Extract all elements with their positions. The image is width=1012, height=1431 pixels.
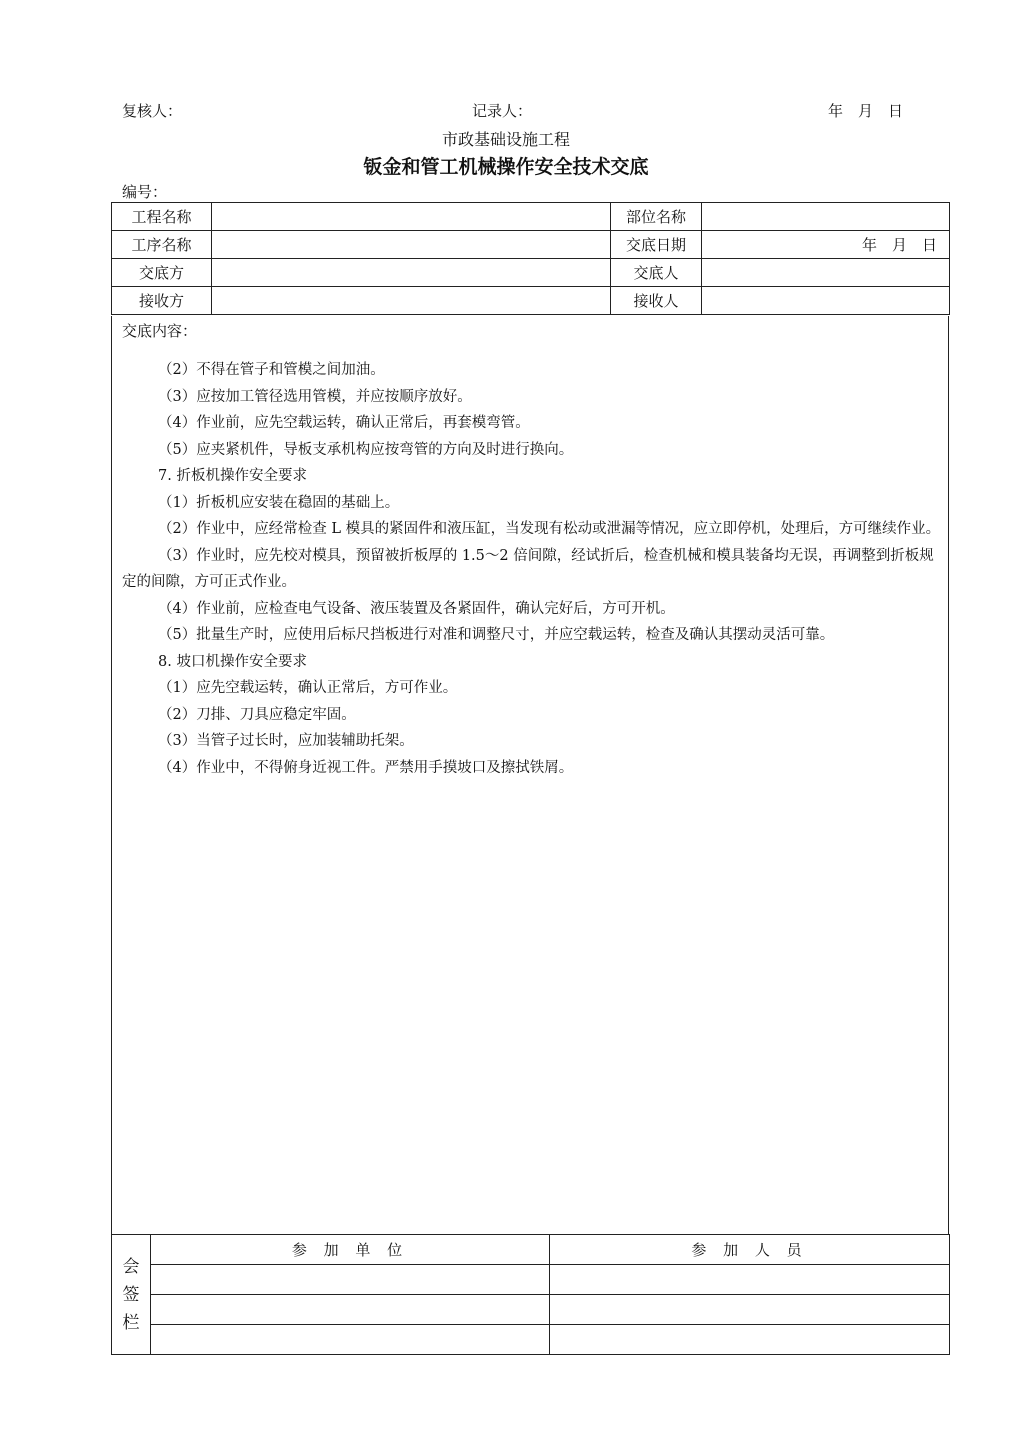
signoff-header-row <box>112 1235 950 1265</box>
content-lines <box>122 357 942 781</box>
receiver-party-field[interactable] <box>212 287 611 315</box>
signoff-side-label <box>112 1235 151 1355</box>
part-name-field[interactable] <box>702 203 950 231</box>
header-date: 年 月 日 <box>828 102 904 120</box>
project-name-field[interactable] <box>212 203 611 231</box>
people-field[interactable] <box>550 1295 950 1325</box>
info-row-project <box>112 203 950 231</box>
people-field[interactable] <box>550 1325 950 1355</box>
content-label: 交底内容： <box>122 322 198 340</box>
content-line: （1）应先空载运转，确认正常后，方可作业。 <box>158 680 458 696</box>
receiver-person-label: 接收人 <box>611 287 702 315</box>
project-name-label: 工程名称 <box>112 203 212 231</box>
handover-party-label: 交底方 <box>112 259 212 287</box>
participating-people-header: 参 加 人 员 <box>550 1235 950 1265</box>
content-line: （4）作业前，应先空载运转，确认正常后，再套模弯管。 <box>158 415 530 431</box>
handover-person-field[interactable] <box>702 259 950 287</box>
content-line: （5）应夹紧机件，导板支承机构应按弯管的方向及时进行换向。 <box>158 441 574 458</box>
people-field[interactable] <box>550 1265 950 1295</box>
info-row-handover <box>112 259 950 287</box>
handover-party-field[interactable] <box>212 259 611 287</box>
process-name-label: 工序名称 <box>112 231 212 259</box>
handover-date-label: 交底日期 <box>611 231 702 259</box>
document-number-label: 编号： <box>122 183 168 201</box>
participating-unit-header: 参 加 单 位 <box>151 1235 550 1265</box>
handover-date-field[interactable]: 年 月 日 <box>702 231 950 259</box>
signoff-row <box>112 1295 950 1325</box>
info-table <box>111 202 950 315</box>
handover-person-label: 交底人 <box>611 259 702 287</box>
content-line: （4）作业前，应检查电气设备、液压装置及各紧固件，确认完好后，方可开机。 <box>158 600 675 617</box>
content-line: （5）批量生产时，应使用后标尺挡板进行对准和调整尺寸，并应空载运转，检查及确认其摆动灵活可靠。 <box>158 627 835 643</box>
signoff-row <box>112 1265 950 1295</box>
process-name-field[interactable] <box>212 231 611 259</box>
recorder-label: 记录人： <box>472 102 533 120</box>
reviewer-label: 复核人： <box>122 102 183 120</box>
receiver-person-field[interactable] <box>702 287 950 315</box>
signoff-side-text: 会签栏 <box>122 1256 140 1333</box>
document-subtitle: 市政基础设施工程 <box>441 130 570 149</box>
part-name-label: 部位名称 <box>611 203 702 231</box>
unit-field[interactable] <box>151 1295 550 1325</box>
content-line: （1）折板机应安装在稳固的基础上。 <box>158 494 400 511</box>
signoff-table <box>111 1234 950 1355</box>
content-line: （2）不得在管子和管模之间加油。 <box>158 362 385 378</box>
content-line: （3）当管子过长时，应加装辅助托架。 <box>158 733 414 749</box>
content-line: （3）应按加工管径选用管模，并应按顺序放好。 <box>158 388 472 405</box>
section-heading: 7. 折板机操作安全要求 <box>158 468 307 484</box>
content-line: （2）刀排、刀具应稳定牢固。 <box>158 706 356 723</box>
unit-field[interactable] <box>151 1265 550 1295</box>
content-line: （3）作业时，应先校对模具，预留被折板厚的 1.5～2 倍间隙，经试折后，检查机械和模具装备均无误，再调整到折板规定的间隙，方可正式作业。 <box>122 547 934 590</box>
document-title: 钣金和管工机械操作安全技术交底 <box>363 156 649 178</box>
receiver-party-label: 接收方 <box>112 287 212 315</box>
info-row-process <box>112 231 950 259</box>
section-heading: 8. 坡口机操作安全要求 <box>158 653 307 670</box>
unit-field[interactable] <box>151 1325 550 1355</box>
signoff-row <box>112 1325 950 1355</box>
content-area <box>111 316 949 1234</box>
content-line: （2）作业中，应经常检查 L 模具的紧固件和液压缸，当发现有松动或泄漏等情况，应立即停机，处理后，方可继续作业。 <box>158 521 941 537</box>
info-row-receiver <box>112 287 950 315</box>
content-line: （4）作业中，不得俯身近视工件。严禁用手摸坡口及擦拭铁屑。 <box>158 759 574 776</box>
